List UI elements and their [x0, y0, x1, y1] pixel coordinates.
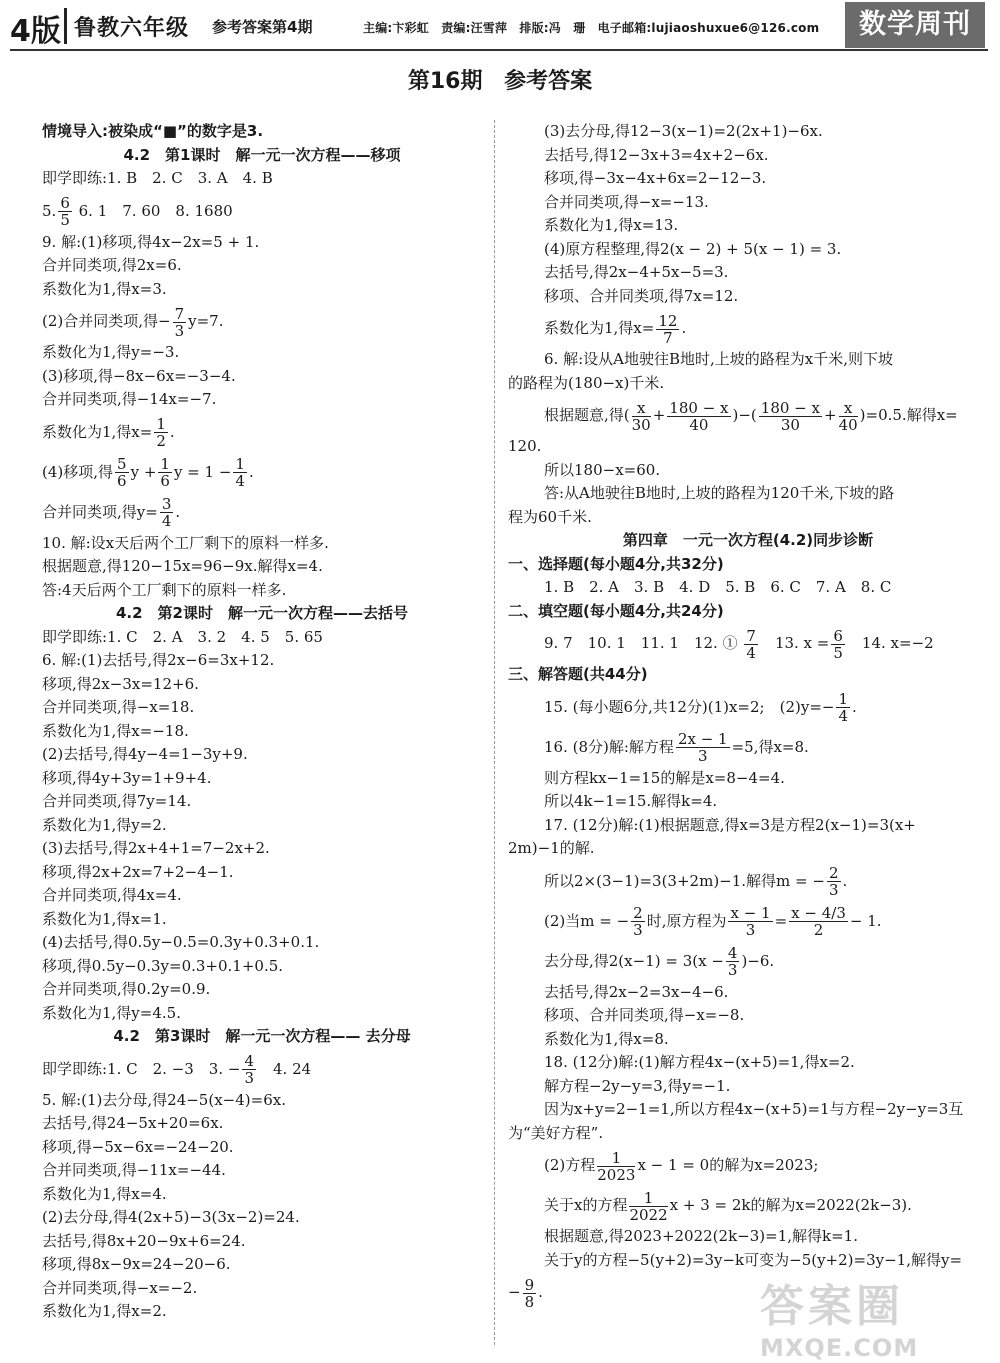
answer-line: 6. 解:设从A地驶往B地时,上坡的路程为x千米,则下坡 [544, 350, 893, 368]
answer-line: 去括号,得24−5x+20=6x. [42, 1114, 224, 1132]
section-heading: 4.2 第1课时 解一元一次方程——移项 [123, 145, 401, 164]
answer-line: 16. (8分)解:解方程 $\frac{2x - 1}{3}$ =5,得x=8. [544, 730, 809, 765]
answer-line: 1. B 2. A 3. B 4. D 5. B 6. C 7. A 8. C [544, 578, 892, 596]
fraction: $\frac{7}{4}$ [746, 626, 756, 662]
answer-line: 去括号,得2x−4+5x−5=3. [544, 263, 729, 281]
answer-line: 合并同类项,得4x=4. [42, 886, 182, 904]
fraction: $\frac{9}{8}$ [524, 1275, 535, 1311]
answer-line: (2)去括号,得4y−4=1−3y+9. [42, 745, 248, 763]
answer-line: 所以2×(3−1)=3(3+2m)−1.解得m = − $\frac{2}{3}$ . [544, 864, 848, 899]
answer-line: 10. 解:设x天后两个工厂剩下的原料一样多. [42, 533, 329, 552]
fraction: $\frac{6}{5}$ [60, 194, 70, 229]
fraction: $\frac{12}{7}$ [658, 311, 678, 347]
answer-line: 9. 解:(1)移项,得4x−2x=5 + 1. [42, 232, 260, 251]
column-divider [494, 120, 495, 1345]
answer-line: 即学即练:1. C 2. A 3. 2 4. 5 5. 65 [42, 627, 323, 646]
header-rule [10, 49, 988, 51]
answer-line: (2)去分母,得4(2x+5)−3(3x−2)=24. [42, 1208, 300, 1226]
fraction: $\frac{2x - 1}{3}$ [677, 730, 728, 765]
answer-line: 答:从A地驶往B地时,上坡的路程为120千米,下坡的路 [544, 484, 895, 502]
answer-line: 移项,得0.5y−0.3y=0.3+0.1+0.5. [42, 956, 284, 975]
fraction: $\frac{x}{40}$ [838, 398, 858, 434]
fraction: $\frac{3}{4}$ [161, 495, 172, 530]
answer-line: 系数化为1,得x=−18. [42, 721, 189, 740]
page-header [0, 0, 1000, 56]
fraction: $\frac{2}{3}$ [828, 864, 839, 899]
fraction: $\frac{7}{3}$ [174, 304, 185, 340]
header-divider [64, 8, 67, 44]
fraction: $\frac{4}{3}$ [244, 1052, 254, 1087]
answer-line: 为“美好方程”. [508, 1123, 604, 1142]
answer-line: 根据题意,得120−15x=96−9x.解得x=4. [42, 557, 323, 575]
answer-line: 9. 7 10. 1 11. 1 12. ① $\frac{7}{4}$ 13. x = $\frac{6}{5}$ 14. x=−2 [544, 626, 934, 662]
page-title: 第16期 参考答案 [407, 69, 593, 94]
answer-line: 系数化为1,得x=3. [42, 279, 167, 298]
right-column [508, 120, 988, 1312]
answer-line: 15. (每小题6分,共12分)(1)x=2; (2)y=− $\frac{1}{4}$ . [544, 690, 857, 725]
watermark [760, 1270, 990, 1362]
answer-line: 合并同类项,得2x=6. [42, 256, 182, 274]
answer-line: (3)去分母,得12−3(x−1)=2(2x+1)−6x. [544, 122, 823, 140]
credits: 主编:卞彩虹 责编:汪雪萍 排版:冯 珊 电子邮箱:lujiaoshuxue6@126.com [363, 21, 820, 35]
answer-line: 因为x+y=2−1=1,所以方程4x−(x+5)=1与方程−2y−y=3互 [544, 1100, 964, 1118]
answer-line: 系数化为1,得y=−3. [42, 343, 180, 361]
answer-line: (4)原方程整理,得2(x − 2) + 5(x − 1) = 3. [544, 239, 842, 258]
fraction: $\frac{1}{2023}$ [597, 1148, 636, 1184]
watermark-url: MXQE.COM [760, 1334, 919, 1362]
answer-line: − $\frac{9}{8}$ . [508, 1275, 543, 1311]
answer-line: 合并同类项,得−x=−2. [42, 1278, 198, 1297]
grade-label: 鲁教六年级 [74, 16, 190, 41]
fraction: $\frac{1}{2}$ [156, 415, 166, 450]
answer-line: 系数化为1,得x=1. [42, 909, 167, 928]
fraction: $\frac{6}{5}$ [833, 626, 843, 662]
answer-line: 程为60千米. [508, 507, 592, 526]
answer-line: 5. $\frac{6}{5}$ 6. 1 7. 60 8. 1680 [42, 194, 233, 229]
answer-line: 移项,得8x−9x=24−20−6. [42, 1255, 231, 1273]
answer-line: 去括号,得8x+20−9x+6=24. [42, 1231, 246, 1250]
answer-line: 答:4天后两个工厂剩下的原料一样多. [42, 580, 287, 599]
answer-line: 系数化为1,得x=2. [42, 1302, 167, 1320]
answer-line: 即学即练:1. C 2. −3 3. − $\frac{4}{3}$ 4. 24 [42, 1052, 312, 1087]
answer-line: 合并同类项,得−x=−13. [544, 192, 709, 211]
answer-line: 合并同类项,得−14x=−7. [42, 390, 217, 408]
answer-line: 移项,得−5x−6x=−24−20. [42, 1137, 234, 1156]
section-heading: 4.2 第2课时 解一元一次方程——去括号 [115, 604, 408, 622]
answer-line: 17. (12分)解:(1)根据题意,得x=3是方程2(x−1)=3(x+ [544, 815, 916, 834]
answer-line: 关于y的方程−5(y+2)=3y−k可变为−5(y+2)=3y−1,解得y= [544, 1250, 963, 1269]
answer-line: 系数化为1,得x=8. [544, 1029, 669, 1048]
fraction: $\frac{180 - x}{30}$ [760, 398, 820, 434]
answer-line: 系数化为1,得x= $\frac{12}{7}$ . [544, 311, 687, 347]
fraction: $\frac{1}{2022}$ [629, 1188, 668, 1224]
fraction: $\frac{4}{3}$ [727, 944, 738, 979]
answer-line: 系数化为1,得y=4.5. [42, 1003, 181, 1022]
answer-line: 的路程为(180−x)千米. [508, 373, 665, 392]
fraction: $\frac{1}{4}$ [235, 455, 245, 490]
answer-line: 去括号,得2x−2=3x−4−6. [544, 982, 729, 1001]
fraction: $\frac{5}{6}$ [117, 455, 127, 490]
answer-line: 即学即练:1. B 2. C 3. A 4. B [42, 169, 273, 187]
answer-line: 5. 解:(1)去分母,得24−5(x−4)=6x. [42, 1090, 286, 1109]
answer-line: 去分母,得2(x−1) = 3(x − $\frac{4}{3}$ )−6. [544, 944, 775, 979]
answer-line: (2)方程 $\frac{1}{2023}$ x − 1 = 0的解为x=2023; [544, 1148, 819, 1184]
subsection-heading: 二、填空题(每小题4分,共24分) [508, 601, 724, 620]
intro-line: 情境导入:被染成“■”的数字是3. [42, 122, 264, 140]
answer-line: (2)合并同类项,得− $\frac{7}{3}$ y=7. [42, 304, 224, 340]
answer-line: (4)移项,得 $\frac{5}{6}$ y + $\frac{1}{6}$ y = 1 − $\frac{1}{4}$ . [42, 455, 254, 490]
answer-line: 2m)−1的解. [508, 839, 595, 857]
answer-line: 移项、合并同类项,得−x=−8. [544, 1006, 745, 1024]
section-heading: 4.2 第3课时 解一元一次方程—— 去分母 [113, 1027, 411, 1045]
answer-line: 合并同类项,得−x=18. [42, 698, 195, 716]
issue-label: 参考答案第4期 [212, 18, 313, 36]
answer-line: 所以4k−1=15.解得k=4. [544, 792, 718, 810]
answer-line: (4)去括号,得0.5y−0.5=0.3y+0.3+0.1. [42, 933, 320, 951]
fraction: $\frac{1}{4}$ [838, 690, 849, 725]
watermark-logo-text: 答案圈 [760, 1281, 904, 1332]
answer-line: 系数化为1,得x=4. [42, 1184, 167, 1203]
answer-line: 合并同类项,得7y=14. [42, 792, 192, 810]
answer-line: 合并同类项,得0.2y=0.9. [42, 980, 211, 998]
answer-line: 移项,得2x−3x=12+6. [42, 674, 199, 693]
answer-line: 去括号,得12−3x+3=4x+2−6x. [544, 145, 769, 164]
fraction: $\frac{x}{30}$ [631, 398, 651, 434]
fraction: $\frac{2}{3}$ [633, 904, 643, 939]
answer-line: 移项,得2x+2x=7+2−4−1. [42, 862, 234, 881]
answer-line: 移项,得−3x−4x+6x=2−12−3. [544, 169, 767, 187]
answer-line: 移项,得4y+3y=1+9+4. [42, 768, 212, 787]
answer-line: 根据题意,得( $\frac{x}{30}$ + $\frac{180 - x}{40}$ )−( $\frac{180 - x}{30}$ + $\frac{x}{40}$ )=0.5.解得x= [544, 398, 958, 434]
answer-line: 根据题意,得2023+2022(2k−3)=1,解得k=1. [544, 1227, 858, 1245]
answer-line: (3)去括号,得2x+4+1=7−2x+2. [42, 839, 270, 857]
answer-line: 关于x的方程 $\frac{1}{2022}$ x + 3 = 2k的解为x=2022(2k−3). [544, 1188, 912, 1224]
fraction: $\frac{1}{6}$ [160, 455, 170, 490]
answer-line: (2)当m = − $\frac{2}{3}$ 时,原方程为 $\frac{x - 1}{3}$ = $\frac{x - 4/3}{2}$ − 1. [544, 904, 882, 939]
answer-line: 系数化为1,得x= $\frac{1}{2}$ . [42, 415, 175, 450]
answer-line: 6. 解:(1)去括号,得2x−6=3x+12. [42, 651, 275, 669]
left-column [42, 120, 482, 1324]
fraction: $\frac{x - 1}{3}$ [730, 904, 771, 939]
answer-line: 120. [508, 437, 542, 455]
answer-line: 系数化为1,得x=13. [544, 216, 679, 234]
answer-line: 解方程−2y−y=3,得y=−1. [544, 1076, 731, 1095]
subsection-heading: 三、解答题(共44分) [508, 665, 648, 683]
subsection-heading: 一、选择题(每小题4分,共32分) [508, 554, 724, 573]
answer-line: 系数化为1,得y=2. [42, 815, 167, 834]
answer-line: 合并同类项,得−11x=−44. [42, 1161, 226, 1179]
answer-line: 则方程kx−1=15的解是x=8−4=4. [544, 768, 785, 787]
answer-line: 所以180−x=60. [544, 460, 661, 479]
fraction: $\frac{180 - x}{40}$ [669, 398, 729, 434]
edition-label: 4版 [10, 14, 61, 49]
answer-line: (3)移项,得−8x−6x=−3−4. [42, 366, 236, 385]
answer-line: 18. (12分)解:(1)解方程4x−(x+5)=1,得x=2. [544, 1053, 855, 1071]
brand-logo: 数学周刊 [845, 2, 985, 48]
answer-line: 合并同类项,得y= $\frac{3}{4}$ . [42, 495, 181, 530]
section-heading: 第四章 一元一次方程(4.2)同步诊断 [622, 531, 874, 549]
answer-line: 移项、合并同类项,得7x=12. [544, 286, 739, 305]
fraction: $\frac{x - 4/3}{2}$ [791, 904, 846, 939]
